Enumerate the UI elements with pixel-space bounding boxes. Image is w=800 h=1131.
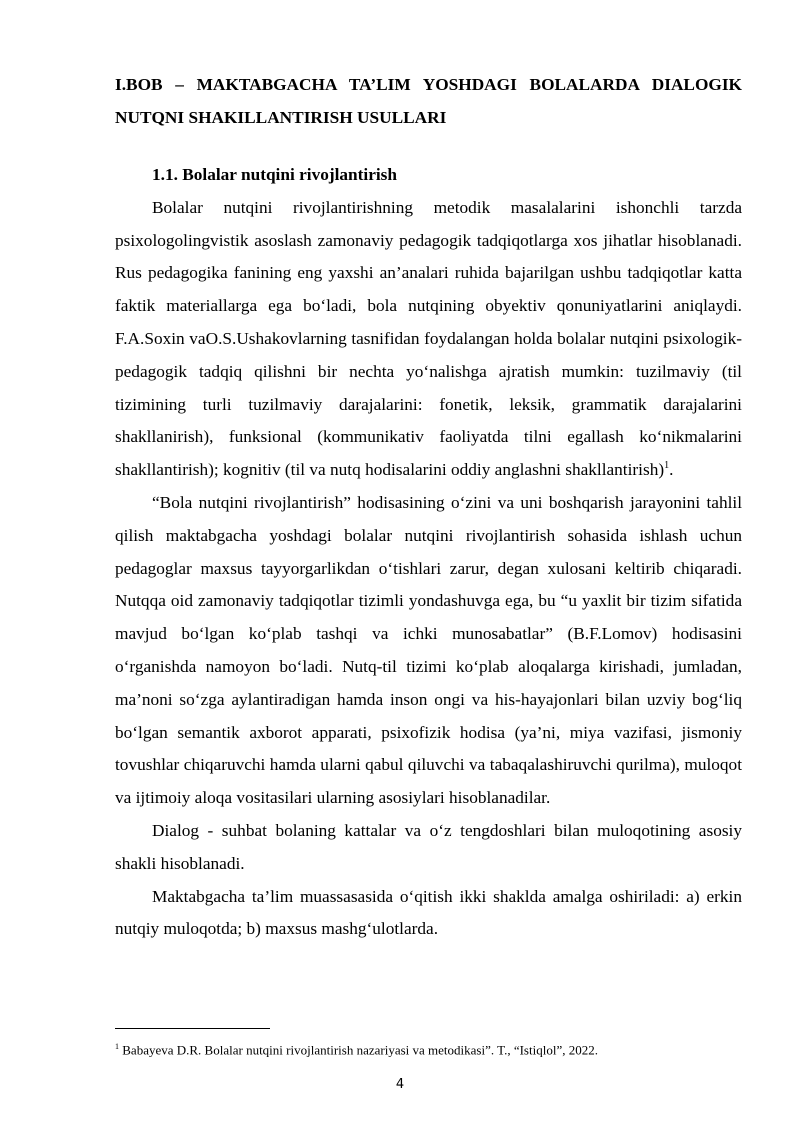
paragraph-1-end: . [669,460,674,480]
footnote [115,1038,742,1059]
paragraph-2: “Bola nutqini rivojlantirish” hodisasining o‘zini va uni boshqarish jarayonini tahlil qilish maktabgacha yoshdagi bolalar nutqini rivojlantirish sohasida ishlash uchun pedagoglar maxsus tayyorgarlikdan o‘tishlari zarur, degan xulosani keltirib chiqaradi. Nutqqa oid zamonaviy tadqiqotlar tizimli yondashuvga ega, bu “u yaxlit bir tizim sifatida mavjud bo‘lgan ko‘plab tashqi va ichki munosabatlar” (B.F.Lomov) hodisasini o‘rganishda namoyon bo‘ladi. Nutq-til tizimi ko‘plab aloqalarga kirishadi, jumladan, ma’noni so‘zga aylantiradigan hamda inson ongi va his-hayajonlari bilan uzviy bog‘liq bo‘lgan semantik axborot apparati, psixofizik hodisa (ya’ni, miya vazifasi, jismoniy tovushlar chiqaruvchi hamda ularni qabul qiluvchi va tabaqalashiruvchi qurilma), muloqot va ijtimoiy aloqa vositasilari ularning asosiylari hisoblanadilar. [115,492,742,808]
chapter-title: I.BOB – MAKTABGACHA TA’LIM YOSHDAGI BOLALARDA DIALOGIK NUTQNI SHAKILLANTIRISH USULLARI [115,75,742,127]
footnote-reference[interactable]: 1 [664,460,670,472]
document-page [115,68,742,946]
paragraph-3: Dialog - suhbat bolaning kattalar va o‘z tengdoshlari bilan muloqotining asosiy shakli hisoblanadi. [115,820,742,873]
footnote-marker: 1 [115,1042,119,1051]
paragraph-1-text: Bolalar nutqini rivojlantirishning metodik masalalarini ishonchli tarzda psixologolingvistik asoslash zamonaviy pedagogik tadqiqotlarga xos jihatlar hisoblanadi. Rus pedagogika fanining eng yaxshi an’analari ruhida bajarilgan ushbu tadqiqotlar katta faktik materiallarga ega bo‘ladi, bola nutqining obyektiv qonuniyatlarini aniqlaydi. F.A.Soxin vaO.S.Ushakovlarning tasnifidan foydalangan holda bolalar nutqini psixologik-pedagogik tadqiq qilishni bir nechta yo‘nalishga ajratish mumkin: tuzilmaviy (til tizimining turli tuzilmaviy darajalarini: fonetik, leksik, grammatik darajalarini shakllanirish), funksional (kommunikativ faoliyatda tilni egallash ko‘nikmalarini shakllantirish); kognitiv (til va nutq hodisalarini oddiy anglashni shakllantirish) [115,197,742,480]
section-title: 1.1. Bolalar nutqini rivojlantirish [152,165,398,184]
page-number: 4 [395,1077,405,1092]
paragraph-1 [115,192,742,487]
footnote-text: Babayeva D.R. Bolalar nutqini rivojlantirish nazariyasi va metodikasi”. T., “Istiqlol”, 2022. [119,1042,598,1058]
footnote-separator [115,1028,270,1029]
paragraph-4: Maktabgacha ta’lim muassasasida o‘qitish ikki shaklda amalga oshiriladi: a) erkin nutqiy muloqotda; b) maxsus mashg‘ulotlarda. [115,886,742,939]
